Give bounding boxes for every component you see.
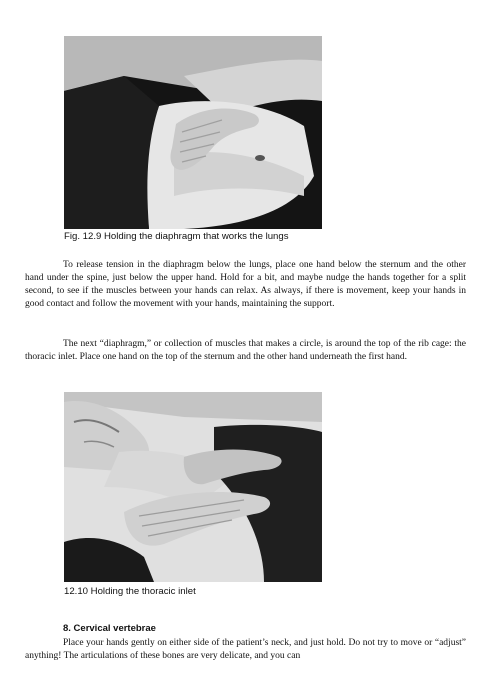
figure-caption: Fig. 12.9 Holding the diaphragm that works the lungs <box>64 231 289 242</box>
paragraph: To release tension in the diaphragm below the lungs, place one hand below the sternum and the other hand under the spine, just below the upper hand. Hold for a bit, and maybe nudge the hands together for a split second, to see if the muscles between your hands can relax. As always, if there is movement, keep your hands in good contact and follow the movement with your hands, maintaining the support. <box>25 260 466 309</box>
photo-diaphragm-illustration <box>64 36 322 229</box>
photo-diaphragm-hold <box>64 36 322 229</box>
figure-caption: 12.10 Holding the thoracic inlet <box>64 586 196 597</box>
photo-thoracic-illustration <box>64 392 322 582</box>
section-heading: 8. Cervical vertebrae <box>63 623 156 634</box>
paragraph: The next “diaphragm,” or collection of muscles that makes a circle, is around the top of the rib cage: the thoracic inlet. Place one hand on the top of the sternum and the other hand underneath the first hand. <box>25 339 466 362</box>
photo-thoracic-inlet-hold <box>64 392 322 582</box>
paragraph: Place your hands gently on either side of the patient’s neck, and just hold. Do not try to move or “adjust” anything! The articulations of these bones are very delicate, and you can <box>25 638 466 661</box>
